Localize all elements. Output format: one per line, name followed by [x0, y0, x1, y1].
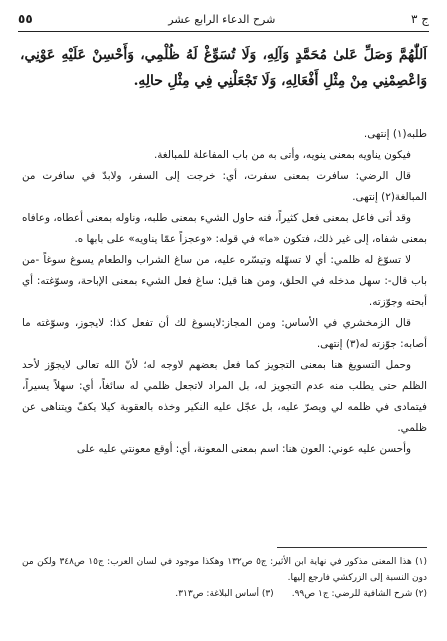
- paragraph: فيكون يناويه بمعنى ينويه، وأتى به من باب المفاعلة للمبالغة.: [153, 149, 411, 161]
- footnote-divider: [277, 547, 427, 548]
- paragraph: قال الرضي: سافرت بمعنى سفرت، أي: خرجت إلى السفر، ولابدّ في سافرت من المبالغة(٢) إنتهى.: [22, 170, 427, 203]
- commentary-body: [22, 124, 427, 460]
- footnote: (٢) شرح الشافية للرضي: ج١ ص٩٩.: [291, 589, 427, 599]
- paragraph: وحمل التسويغ هنا بمعنى التجويز كما فعل بعضهم لاوجه له؛ لأنّ الله تعالى لايجوّز لأحد الظلم حتى يطلب منه عدم التجويز له، بل المراد لاتجعل ظلمي له سائغاً، أي: سهلاً يسيراً، فيتمادى في ظلمه لي ويصرّ عليه، بل عجّل عليه النكير وخذه بالعقوبة كيلا يكفّ ويتناهى عن ظلمي.: [22, 359, 427, 434]
- paragraph: وقد أتى فاعل بمعنى فعل كثيراً، فنه حاول الشيء بمعنى طلبه، وناوله بمعنى أعطاه، وعافاه بمعنى شفاه، إلى غير ذلك، فتكون «ما» في قوله: «وعجزاً عمّا يناويه» على بابها ه.: [22, 212, 427, 245]
- footnote-row: [22, 586, 427, 602]
- paragraph: وأحسن عليه عوني: العون هنا: اسم بمعنى المعونة، أي: أوقع معونتي عليه على: [76, 443, 411, 455]
- paragraph: لا تسوّغ له ظلمي: أي لا تسهّله وتيسّره عليه، من ساغ الشراب والطعام يسوغ سوغاً -من باب قال-: سهل مدخله في الحلق، ومن هنا قيل: ساغ فعل الشيء بمعنى الإباحة، وسوّغته: أي أبحته وجوّزته.: [22, 254, 427, 308]
- header-divider: [18, 31, 429, 32]
- footnotes: [22, 554, 427, 602]
- page-number: ٥٥: [18, 12, 33, 26]
- supplication-text: اَللّٰهُمَّ وَصَلِّ عَلىٰ مُحَمَّدٍ وَآلِهِ، وَلَا تُسَوِّغْ لَهُ ظُلْمِي، وَأَحْسِنْ عَلَيْهِ عَوْنِي، وَاعْصِمْنِي مِنْ مِثْلِ أَفْعَالِهِ، وَلَا تَجْعَلْنِي فِي مِثْلِ حالِهِ.: [20, 47, 427, 89]
- running-title: شرح الدعاء الرابع عشر: [168, 12, 276, 26]
- footnote: (٣) أساس البلاغة: ص٣١٣.: [175, 589, 274, 599]
- volume-label: ج ٣: [410, 12, 429, 26]
- footnote: (١) هذا المعنى مذكور في نهاية ابن الأثير: ج٥ ص١٣٢ وهكذا موجود في لسان العرب: ج١٥ ص٣٤٨ ولكن من دون النسبة إلى الزركشي فارجع إليها.: [22, 557, 428, 583]
- paragraph: طلبه(١) إنتهى.: [363, 128, 427, 140]
- running-header: [18, 8, 429, 30]
- paragraph: قال الزمخشري في الأساس: ومن المجاز:لايسوغ لك أن تفعل كذا: لايجوز، وسوّغته ما أصابه: جوّزته له(٣) إنتهى.: [22, 317, 427, 350]
